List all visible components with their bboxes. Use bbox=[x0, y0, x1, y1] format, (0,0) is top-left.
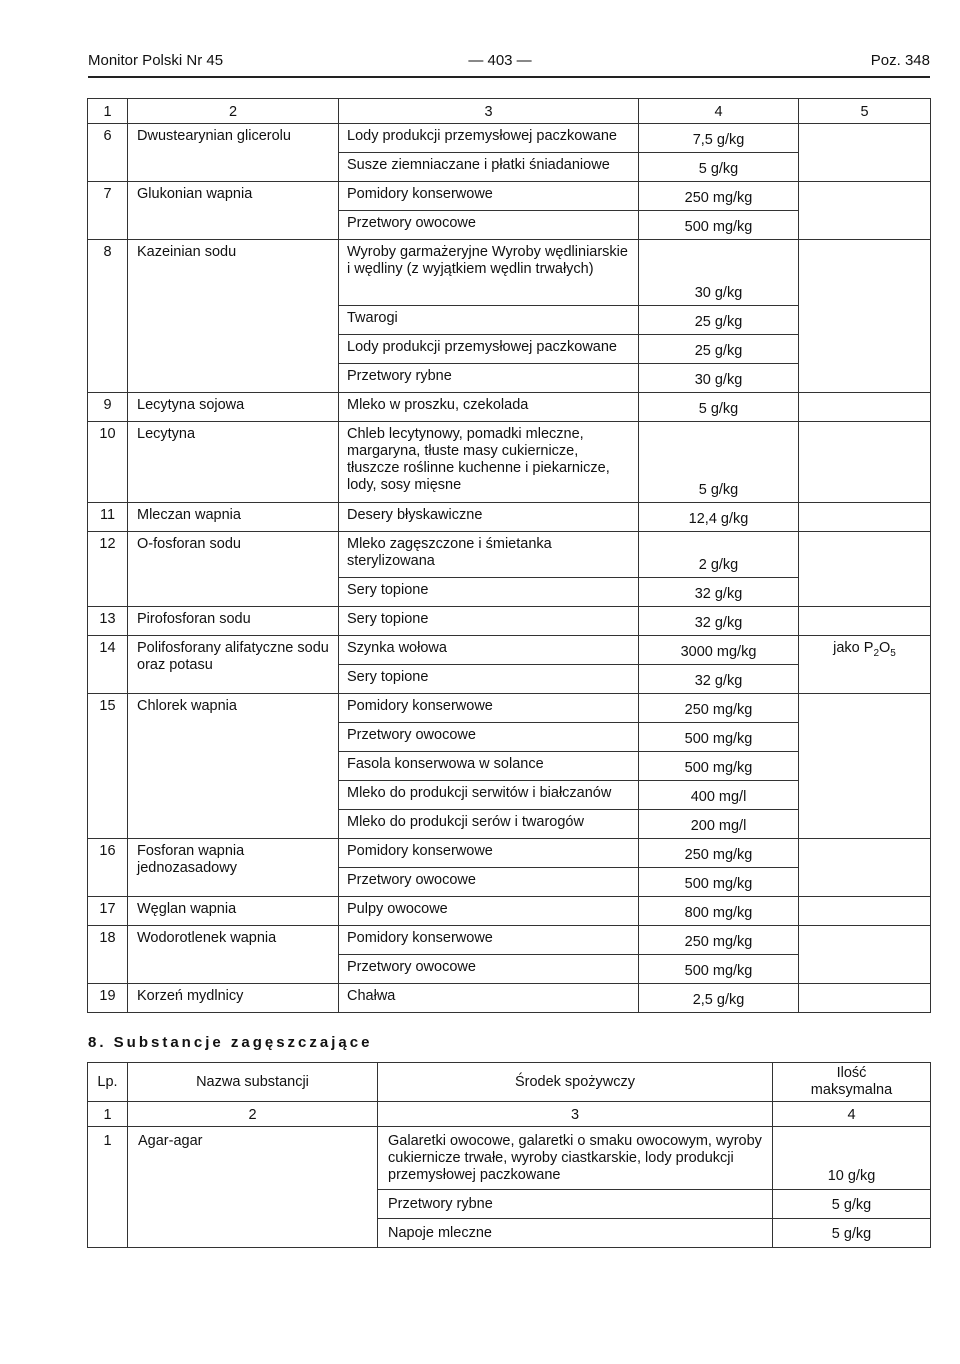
food-item: Sery topione bbox=[339, 607, 639, 636]
max-amount: 25 g/kg bbox=[639, 335, 799, 364]
row-number: 8 bbox=[88, 240, 128, 393]
max-amount: 200 mg/l bbox=[639, 810, 799, 839]
max-amount: 7,5 g/kg bbox=[639, 124, 799, 153]
food-item: Twarogi bbox=[339, 306, 639, 335]
max-amount: 500 mg/kg bbox=[639, 868, 799, 897]
remarks-cell bbox=[799, 503, 931, 532]
max-amount: 5 g/kg bbox=[639, 422, 799, 503]
max-amount: 32 g/kg bbox=[639, 578, 799, 607]
max-amount: 500 mg/kg bbox=[639, 211, 799, 240]
substance-name: Polifosforany alifatyczne sodu oraz potasu bbox=[128, 636, 339, 694]
max-amount: 2 g/kg bbox=[639, 532, 799, 578]
substance-name: Chlorek wapnia bbox=[128, 694, 339, 839]
food-item: Mleko do produkcji serwitów i białczanów bbox=[339, 781, 639, 810]
col-number: 2 bbox=[128, 1102, 378, 1127]
max-amount: 30 g/kg bbox=[639, 364, 799, 393]
column-number-row bbox=[88, 1102, 931, 1127]
column-number-row bbox=[88, 99, 931, 124]
page-number: — 403 — bbox=[468, 52, 532, 69]
substance-name: Węglan wapnia bbox=[128, 897, 339, 926]
table-row bbox=[88, 393, 931, 422]
table-row bbox=[88, 182, 931, 211]
food-item: Mleko w proszku, czekolada bbox=[339, 393, 639, 422]
food-item: Mleko do produkcji serów i twarogów bbox=[339, 810, 639, 839]
max-amount: 250 mg/kg bbox=[639, 926, 799, 955]
food-item: Przetwory rybne bbox=[378, 1190, 773, 1219]
food-item: Przetwory owocowe bbox=[339, 723, 639, 752]
substance-name: Mleczan wapnia bbox=[128, 503, 339, 532]
food-item: Susze ziemniaczane i płatki śniadaniowe bbox=[339, 153, 639, 182]
food-item: Chałwa bbox=[339, 984, 639, 1013]
max-amount: 5 g/kg bbox=[773, 1190, 931, 1219]
food-item: Desery błyskawiczne bbox=[339, 503, 639, 532]
substance-name: Dwustearynian glicerolu bbox=[128, 124, 339, 182]
food-item: Mleko zagęszczone i śmietanka sterylizowana bbox=[339, 532, 639, 578]
header-amount-line: maksymalna bbox=[810, 1082, 893, 1098]
row-number: 19 bbox=[88, 984, 128, 1013]
max-amount: 12,4 g/kg bbox=[639, 503, 799, 532]
remarks-cell bbox=[799, 984, 931, 1013]
substance-name: O-fosforan sodu bbox=[128, 532, 339, 607]
table-row bbox=[88, 694, 931, 723]
substance-name: Glukonian wapnia bbox=[128, 182, 339, 240]
table-row bbox=[88, 636, 931, 665]
table-row bbox=[88, 839, 931, 868]
max-amount: 250 mg/kg bbox=[639, 182, 799, 211]
remarks-cell bbox=[799, 897, 931, 926]
row-number: 15 bbox=[88, 694, 128, 839]
max-amount: 3000 mg/kg bbox=[639, 636, 799, 665]
substance-name: Fosforan wapnia jednozasadowy bbox=[128, 839, 339, 897]
max-amount: 500 mg/kg bbox=[639, 723, 799, 752]
food-item: Fasola konserwowa w solance bbox=[339, 752, 639, 781]
table-row bbox=[88, 240, 931, 306]
col-number: 4 bbox=[639, 99, 799, 124]
max-amount: 32 g/kg bbox=[639, 607, 799, 636]
table-row bbox=[88, 984, 931, 1013]
max-amount: 10 g/kg bbox=[773, 1127, 931, 1190]
food-item: Przetwory owocowe bbox=[339, 955, 639, 984]
row-number: 7 bbox=[88, 182, 128, 240]
row-number: 10 bbox=[88, 422, 128, 503]
table-row bbox=[88, 503, 931, 532]
food-item: Lody produkcji przemysłowej paczkowane bbox=[339, 335, 639, 364]
max-amount: 400 mg/l bbox=[639, 781, 799, 810]
food-item: Wyroby garmażeryjne Wyroby wędliniarskie i wędliny (z wyjątkiem wędlin trwałych) bbox=[339, 240, 639, 306]
max-amount: 32 g/kg bbox=[639, 665, 799, 694]
substance-name: Lecytyna sojowa bbox=[128, 393, 339, 422]
max-amount: 250 mg/kg bbox=[639, 694, 799, 723]
position-number: Poz. 348 bbox=[870, 52, 930, 69]
col-number: 2 bbox=[128, 99, 339, 124]
row-number: 13 bbox=[88, 607, 128, 636]
row-number: 12 bbox=[88, 532, 128, 607]
food-item: Pomidory konserwowe bbox=[339, 694, 639, 723]
header-rule bbox=[88, 76, 930, 78]
header-amount-line: Ilość bbox=[836, 1065, 867, 1081]
table-row bbox=[88, 1127, 931, 1190]
table-row bbox=[88, 897, 931, 926]
substance-name: Wodorotlenek wapnia bbox=[128, 926, 339, 984]
substance-name: Korzeń mydlnicy bbox=[128, 984, 339, 1013]
col-number: 3 bbox=[378, 1102, 773, 1127]
remarks-cell bbox=[799, 182, 931, 240]
max-amount: 500 mg/kg bbox=[639, 955, 799, 984]
row-number: 11 bbox=[88, 503, 128, 532]
additives-table bbox=[87, 98, 931, 1013]
remark-subscript: 5 bbox=[890, 647, 896, 659]
food-item: Przetwory rybne bbox=[339, 364, 639, 393]
header-row bbox=[88, 1063, 931, 1102]
food-item: Pomidory konserwowe bbox=[339, 926, 639, 955]
thickeners-table bbox=[87, 1062, 931, 1248]
food-item: Pomidory konserwowe bbox=[339, 182, 639, 211]
remark-mid: O bbox=[879, 640, 891, 656]
substance-name: Pirofosforan sodu bbox=[128, 607, 339, 636]
row-number: 16 bbox=[88, 839, 128, 897]
max-amount: 5 g/kg bbox=[773, 1219, 931, 1248]
remarks-cell bbox=[799, 240, 931, 393]
row-number: 6 bbox=[88, 124, 128, 182]
substance-name: Kazeinian sodu bbox=[128, 240, 339, 393]
row-number: 9 bbox=[88, 393, 128, 422]
header-substance: Nazwa substancji bbox=[128, 1063, 378, 1102]
table-row bbox=[88, 422, 931, 503]
section-title: 8. Substancje zagęszczające bbox=[88, 1034, 373, 1051]
remark-subscript: 2 bbox=[873, 647, 880, 659]
remarks-cell bbox=[799, 124, 931, 182]
col-number: 5 bbox=[799, 99, 931, 124]
col-number: 1 bbox=[88, 1102, 128, 1127]
publication-title: Monitor Polski Nr 45 bbox=[88, 52, 224, 69]
col-number: 3 bbox=[339, 99, 639, 124]
food-item: Pomidory konserwowe bbox=[339, 839, 639, 868]
col-number: 4 bbox=[773, 1102, 931, 1127]
food-item: Przetwory owocowe bbox=[339, 211, 639, 240]
remarks-cell bbox=[799, 694, 931, 839]
substance-name: Lecytyna bbox=[128, 422, 339, 503]
remarks-cell bbox=[799, 393, 931, 422]
food-item: Galaretki owocowe, galaretki o smaku owocowym, wyroby cukiernicze trwałe, wyroby ciastkarskie, lody produkcji przemysłowej paczkowane bbox=[378, 1127, 773, 1190]
max-amount: 30 g/kg bbox=[639, 240, 799, 306]
remarks-cell bbox=[799, 926, 931, 984]
max-amount: 25 g/kg bbox=[639, 306, 799, 335]
remark-prefix: jako P bbox=[833, 640, 874, 656]
max-amount: 5 g/kg bbox=[639, 393, 799, 422]
food-item: Przetwory owocowe bbox=[339, 868, 639, 897]
remarks-cell bbox=[799, 607, 931, 636]
max-amount: 250 mg/kg bbox=[639, 839, 799, 868]
food-item: Szynka wołowa bbox=[339, 636, 639, 665]
remarks-cell bbox=[799, 422, 931, 503]
header-food: Środek spożywczy bbox=[378, 1063, 773, 1102]
table-row bbox=[88, 532, 931, 578]
food-item: Sery topione bbox=[339, 665, 639, 694]
food-item: Pulpy owocowe bbox=[339, 897, 639, 926]
food-item: Lody produkcji przemysłowej paczkowane bbox=[339, 124, 639, 153]
substance-name: Agar-agar bbox=[128, 1127, 378, 1248]
col-number: 1 bbox=[88, 99, 128, 124]
max-amount: 5 g/kg bbox=[639, 153, 799, 182]
table-row bbox=[88, 926, 931, 955]
food-item: Chleb lecytynowy, pomadki mleczne, margaryna, tłuste masy cukiernicze, tłuszcze roślinne kuchenne i piekarnicze, lody, sosy mięsne bbox=[339, 422, 639, 503]
table-row bbox=[88, 607, 931, 636]
remarks-cell bbox=[799, 532, 931, 607]
row-number: 18 bbox=[88, 926, 128, 984]
row-number: 14 bbox=[88, 636, 128, 694]
header-lp: Lp. bbox=[88, 1063, 128, 1102]
max-amount: 500 mg/kg bbox=[639, 752, 799, 781]
row-number: 1 bbox=[88, 1127, 128, 1248]
table-row bbox=[88, 124, 931, 153]
max-amount: 2,5 g/kg bbox=[639, 984, 799, 1013]
max-amount: 800 mg/kg bbox=[639, 897, 799, 926]
remarks-cell bbox=[799, 839, 931, 897]
food-item: Napoje mleczne bbox=[378, 1219, 773, 1248]
header-amount bbox=[773, 1063, 931, 1102]
food-item: Sery topione bbox=[339, 578, 639, 607]
row-number: 17 bbox=[88, 897, 128, 926]
remarks-cell bbox=[799, 636, 931, 694]
